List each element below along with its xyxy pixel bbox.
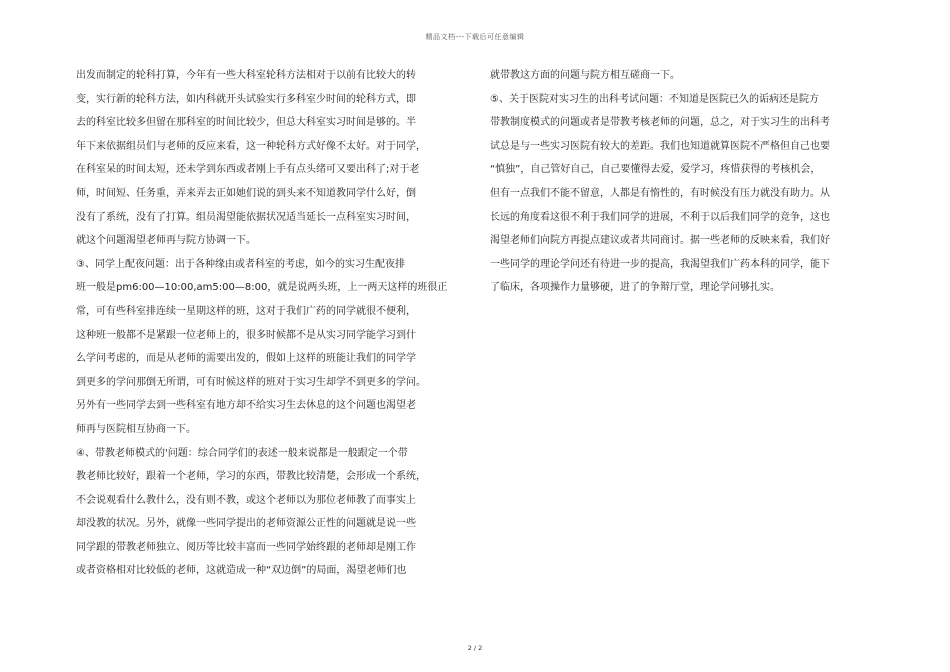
text-line: 同学跟的带教老师独立、阅历等比较丰富而一些同学始终跟的老师却是刚工作	[76, 541, 416, 553]
text-line: 长远的角度看这很不利于我们同学的进展，不利于以后我们同学的竞争，这也	[490, 211, 830, 223]
text-line: “慎独”，自己管好自己，自己要懂得去爱，爱学习，疼惜获得的考核机会，	[490, 164, 821, 176]
text-line: ③、同学上配夜问题：出于各种缘由或者科室的考虑，如今的实习生配夜排	[76, 258, 405, 270]
text-line: 这种班一般都不是紧跟一位老师上的，很多时候都不是从实习同学能学习到什	[76, 329, 416, 341]
text-line: 到更多的学问那倒无所谓，可有时候这样的班对于实习生却学不到更多的学问。	[76, 376, 426, 388]
text-line: 师再与医院相互协商一下。	[76, 423, 196, 435]
text-line: 试总是与一些实习医院有较大的差距。我们也知道就算医院不严格但自己也要	[490, 140, 830, 152]
text-line: 么学问考虑的，而是从老师的需要出发的，假如上这样的班能让我们的同学学	[76, 353, 416, 365]
text-line: 了临床，各项操作力量够硬，进了的争辩厅堂，理论学问够扎实。	[490, 282, 780, 294]
text-line: 去的科室比较多但留在那科室的时间比较少，但总大科室实习时间是够的。半	[76, 117, 416, 129]
text-line: 在科室呆的时间太短，还未学到东西或者刚上手有点头绪可又要出科了;对于老	[76, 164, 420, 176]
text-line: 年下来依据组员们与老师的反应来看，这一种轮科方式好像不太好。对于同学，	[76, 140, 426, 152]
text-line: ⑤、关于医院对实习生的出科考试问题：不知道是医院已久的诟病还是院方	[490, 93, 819, 105]
text-line: ④、带教老师模式的'问题：综合同学们的表述一般来说都是一般跟定一个带	[76, 447, 408, 459]
text-line: 常，可有些科室排连续一星期这样的班，这对于我们广药的同学就很不便利，	[76, 305, 416, 317]
text-line: 就带教这方面的问题与院方相互磋商一下。	[490, 70, 680, 81]
text-line: 但有一点我们不能不留意，人都是有惰性的，有时候没有压力就没有助力。从	[490, 187, 830, 199]
text-line: 就这个问题渴望老师再与院方协调一下。	[76, 235, 256, 247]
page-header: 精品文档---下载后可任意编辑	[425, 33, 525, 41]
text-line: 或者资格相对比较低的老师，这就造成一种“双边倒”的局面，渴望老师们也	[76, 565, 407, 577]
text-line: 渴望老师们向院方再提点建议或者共同商讨。据一些老师的反映来看，我们好	[490, 235, 830, 247]
text-line: 一些同学的理论学问还有待进一步的提高，我渴望我们广药本科的同学，能下	[490, 258, 830, 270]
text-line: 师，时间短、任务重，弄来弄去正如她们说的到头来不知道教同学什么好，倒	[76, 187, 416, 199]
text-line: 变，实行新的轮科方法，如内科就开头试验实行多科室少时间的轮科方式，即	[76, 93, 416, 105]
right-column	[490, 64, 875, 300]
text-line: 教老师比较好，跟着一个老师，学习的东西，带教比较清楚，会形成一个系统，	[76, 471, 426, 483]
text-line: 另外有一些同学去到一些科室有地方却不给实习生去休息的这个问题也渴望老	[76, 400, 416, 412]
text-line: 却没教的状况。另外，就像一些同学提出的老师资源公正性的问题就是说一些	[76, 518, 416, 530]
left-column	[76, 64, 464, 583]
text-line: 没有了系统，没有了打算。组员渴望能依据状况适当延长一点科室实习时间，	[76, 211, 416, 223]
text-line: 出发而制定的轮科打算，今年有一些大科室轮科方法相对于以前有比较大的转	[76, 70, 416, 81]
page-number: 2 / 2	[467, 644, 483, 652]
text-line: 不会说观看什么教什么，没有则不教，或这个老师以为那位老师教了而事实上	[76, 494, 416, 506]
text-line: 带教制度模式的问题或者是带教考核老师的问题，总之，对于实习生的出科考	[490, 117, 830, 129]
text-line: 班一般是pm6:00—10:00,am5:00—8:00，就是说两头班，上一两天这样的班很正	[76, 282, 448, 294]
